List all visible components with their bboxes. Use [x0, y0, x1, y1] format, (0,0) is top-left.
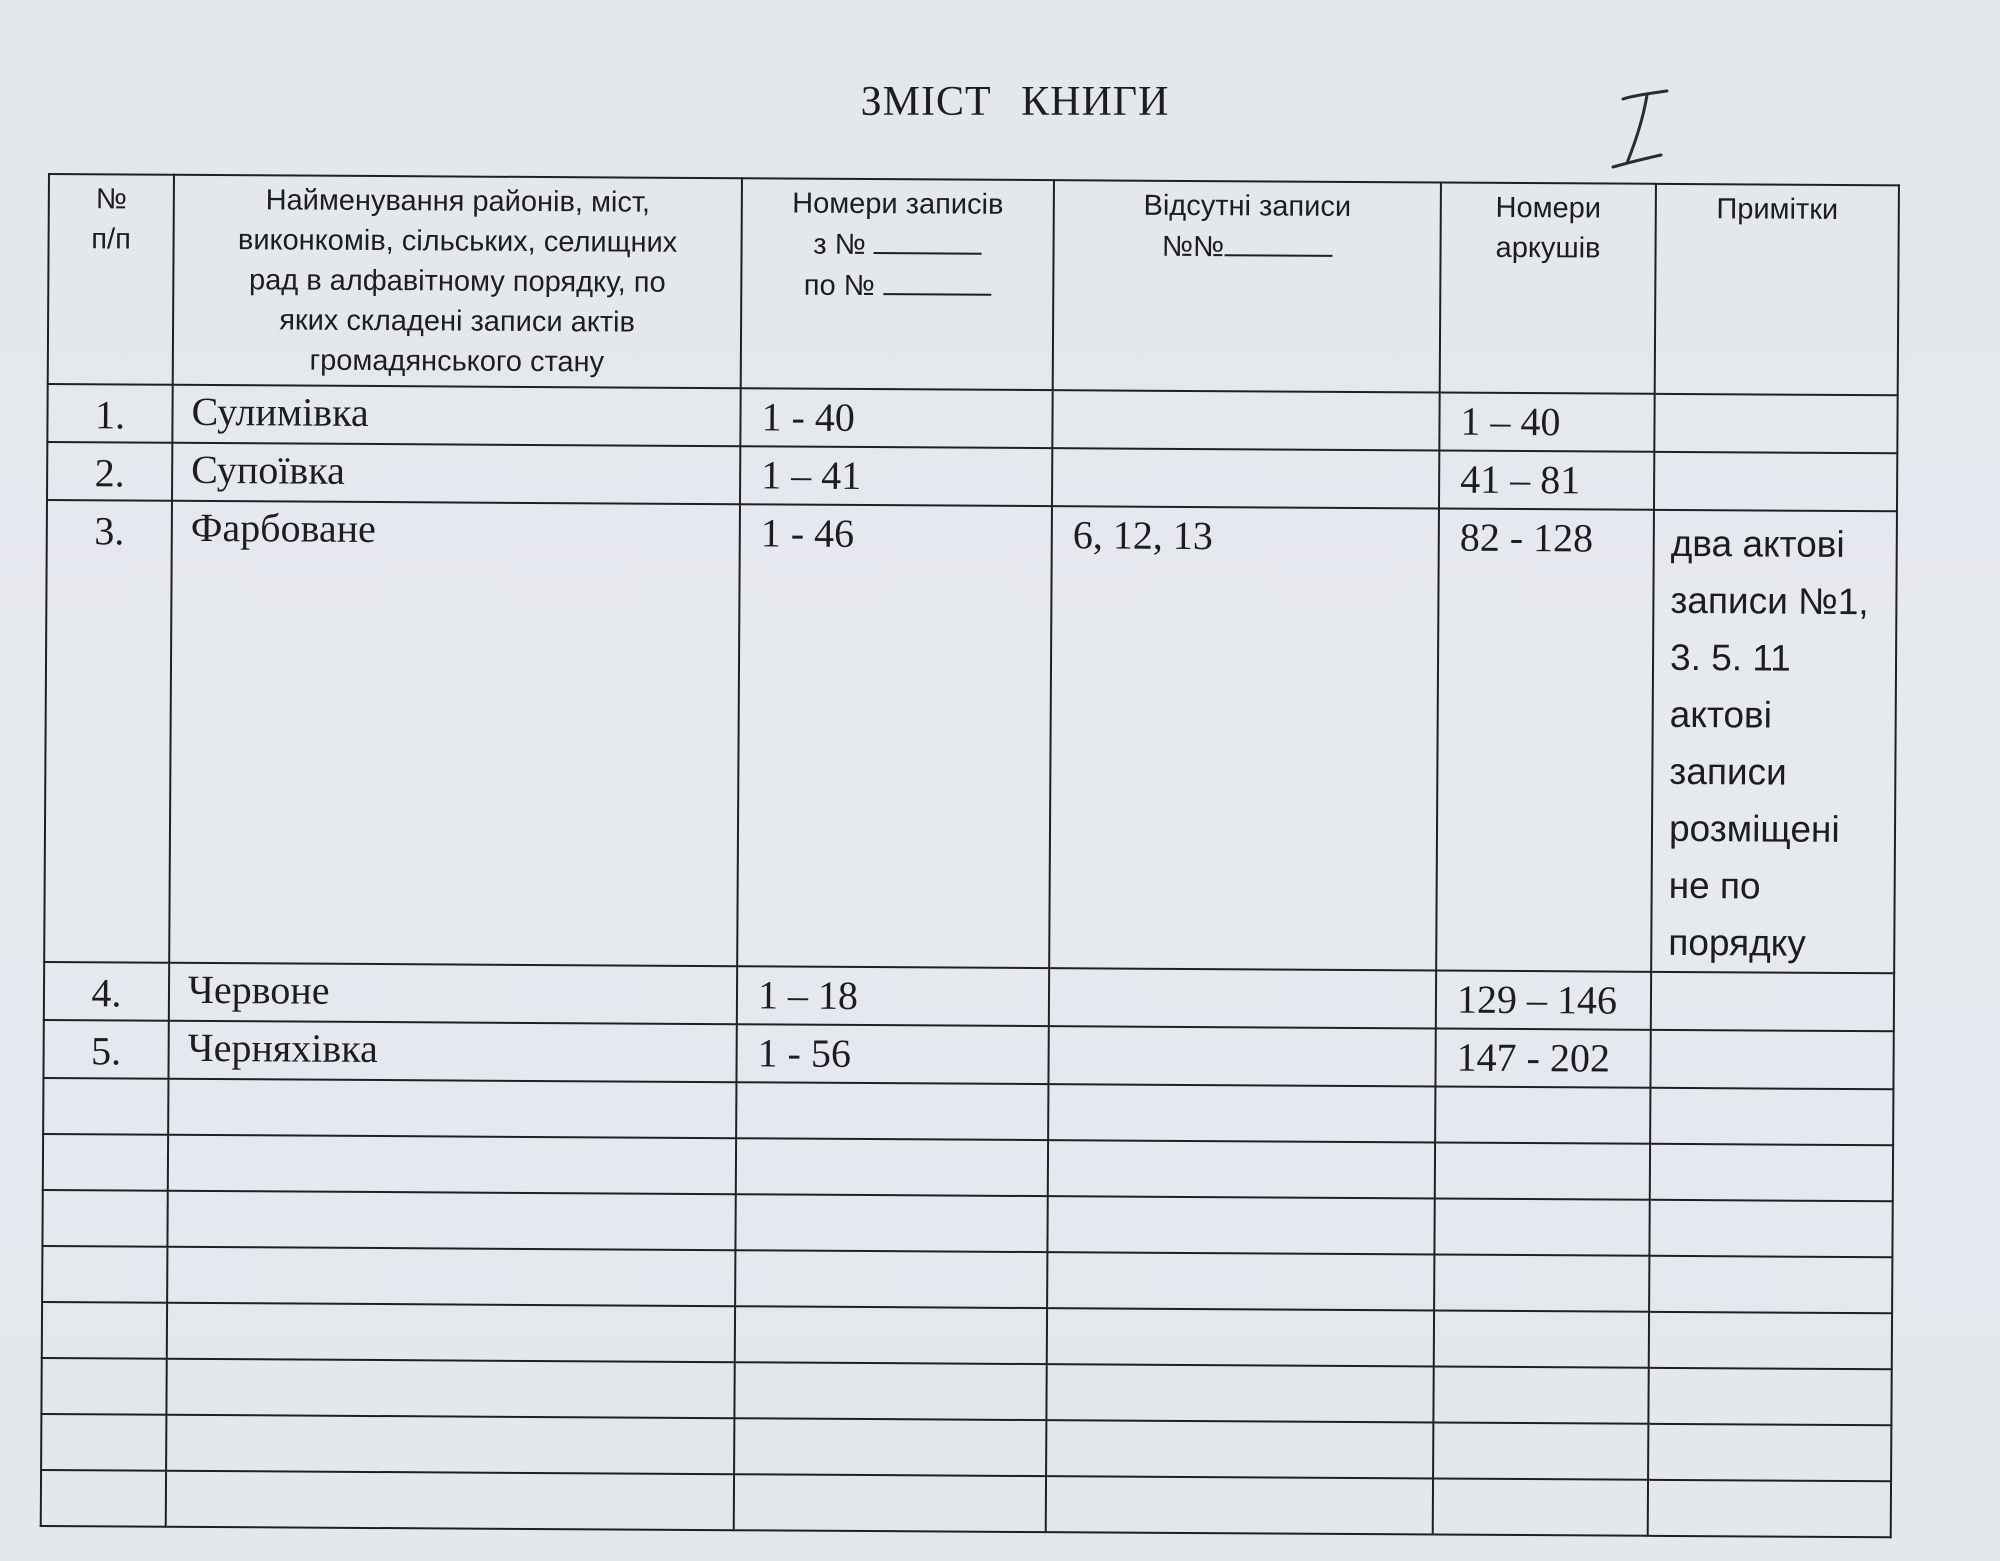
- empty-cell: [41, 1358, 166, 1415]
- empty-cell: [1649, 1312, 1892, 1369]
- empty-cell: [41, 1414, 166, 1471]
- header-records-to: [742, 264, 1052, 307]
- header-name-line2: виконкомів, сільських, селищних: [237, 224, 678, 259]
- records-to-blank: [883, 265, 991, 296]
- row-name: Червоне: [169, 963, 737, 1024]
- row-records: 1 – 18: [737, 966, 1049, 1026]
- empty-cell: [734, 1474, 1046, 1532]
- row-name: Сулимівка: [172, 385, 740, 446]
- row-notes: [1651, 972, 1894, 1031]
- header-missing-line2: [1054, 225, 1439, 268]
- header-sheets-line1: Номери: [1495, 191, 1602, 225]
- header-number: [48, 174, 174, 385]
- records-from-blank: [874, 224, 982, 255]
- empty-cell: [735, 1194, 1047, 1252]
- empty-cell: [168, 1079, 736, 1138]
- row-name: Фарбоване: [169, 501, 740, 966]
- empty-cell: [41, 1470, 166, 1527]
- row-number: 2.: [47, 442, 172, 501]
- empty-cell: [1648, 1424, 1891, 1481]
- header-records: [741, 178, 1054, 390]
- row-records: 1 - 56: [736, 1024, 1048, 1084]
- row-missing: [1052, 448, 1439, 508]
- header-name: [173, 175, 742, 388]
- empty-cell: [734, 1418, 1046, 1476]
- row-missing: 6, 12, 13: [1049, 506, 1439, 970]
- empty-cell: [1648, 1368, 1891, 1425]
- missing-blank: [1224, 226, 1332, 257]
- empty-cell: [1047, 1252, 1434, 1310]
- row-sheets: 129 – 146: [1436, 970, 1651, 1029]
- empty-cell: [1048, 1140, 1435, 1198]
- empty-cell: [1650, 1144, 1893, 1201]
- row-number: 1.: [47, 384, 172, 443]
- handwritten-volume-mark: [1605, 85, 1685, 175]
- table-row: [44, 500, 1897, 973]
- row-records: 1 - 46: [737, 504, 1052, 968]
- header-name-line3: рад в алфавітному порядку, по: [248, 264, 666, 299]
- header-number-line1: №: [95, 183, 127, 216]
- empty-cell: [42, 1302, 167, 1359]
- document-title: ЗМІСТ КНИГИ: [860, 79, 1170, 125]
- row-notes: [1654, 452, 1897, 511]
- note-line: записи №1,: [1670, 579, 1869, 623]
- empty-cell: [736, 1082, 1048, 1140]
- header-sheets-line2: аркушів: [1495, 231, 1601, 265]
- empty-cell: [1047, 1308, 1434, 1366]
- empty-cell: [1648, 1480, 1891, 1537]
- row-records: 1 - 40: [740, 388, 1052, 448]
- empty-cell: [1649, 1256, 1892, 1313]
- row-sheets: 41 – 81: [1439, 451, 1654, 510]
- empty-cell: [43, 1078, 168, 1135]
- row-notes: [1654, 394, 1897, 453]
- empty-cell: [1047, 1196, 1434, 1254]
- header-missing-label: №№: [1161, 230, 1225, 264]
- empty-cell: [1433, 1366, 1648, 1423]
- empty-cell: [1048, 1084, 1435, 1142]
- header-name-line5: громадянського стану: [309, 344, 605, 379]
- empty-cell: [735, 1250, 1047, 1308]
- empty-cell: [1046, 1420, 1433, 1478]
- empty-rows: [41, 1078, 1894, 1537]
- row-name: Черняхівка: [168, 1021, 736, 1082]
- header-missing-line1: Відсутні записи: [1143, 189, 1352, 223]
- header-name-line4: яких складені записи актів: [279, 304, 636, 339]
- header-records-from-label: з №: [813, 228, 866, 261]
- row-number: 3.: [44, 500, 172, 963]
- note-line: 3. 5. 11: [1669, 636, 1791, 679]
- empty-cell: [167, 1303, 735, 1362]
- empty-cell: [166, 1471, 734, 1530]
- contents-table: [40, 173, 1900, 1538]
- empty-cell: [735, 1306, 1047, 1364]
- row-records: 1 – 41: [740, 446, 1052, 506]
- row-number: 4.: [44, 962, 169, 1021]
- row-missing: [1048, 1026, 1435, 1086]
- row-notes: [1651, 510, 1897, 973]
- header-missing: [1053, 180, 1441, 392]
- empty-cell: [43, 1134, 168, 1191]
- empty-table-row: [41, 1470, 1891, 1537]
- empty-cell: [42, 1246, 167, 1303]
- row-sheets: 82 - 128: [1436, 509, 1654, 972]
- row-missing: [1052, 390, 1439, 450]
- empty-cell: [1434, 1254, 1649, 1311]
- row-missing: [1049, 968, 1436, 1028]
- header-records-to-label: по №: [803, 269, 875, 303]
- empty-cell: [1046, 1476, 1433, 1534]
- note-line: записи: [1669, 750, 1787, 793]
- empty-cell: [734, 1362, 1046, 1420]
- row-name: Супоївка: [172, 443, 740, 504]
- note-line: розміщені: [1668, 807, 1840, 850]
- empty-cell: [1650, 1088, 1893, 1145]
- header-records-line1: Номери записів: [792, 187, 1004, 221]
- row-notes: [1650, 1030, 1893, 1089]
- header-sheets: [1440, 183, 1656, 394]
- empty-cell: [1046, 1364, 1433, 1422]
- header-name-line1: Найменування районів, міст,: [265, 184, 651, 219]
- empty-cell: [166, 1359, 734, 1418]
- empty-cell: [167, 1247, 735, 1306]
- note-line: не по: [1668, 864, 1761, 907]
- empty-cell: [166, 1415, 734, 1474]
- empty-cell: [168, 1135, 736, 1194]
- note-line: два актові: [1670, 522, 1845, 565]
- row-sheets: 1 – 40: [1439, 393, 1654, 452]
- header-records-from: [742, 223, 1052, 266]
- empty-cell: [167, 1191, 735, 1250]
- empty-cell: [736, 1138, 1048, 1196]
- row-number: 5.: [43, 1020, 168, 1079]
- empty-cell: [1434, 1198, 1649, 1255]
- header-number-line2: п/п: [91, 223, 131, 256]
- empty-cell: [1649, 1200, 1892, 1257]
- note-line: актові: [1669, 693, 1773, 736]
- empty-cell: [1433, 1478, 1648, 1535]
- empty-cell: [1435, 1142, 1650, 1199]
- note-line: порядку: [1668, 921, 1806, 964]
- row-sheets: 147 - 202: [1435, 1028, 1650, 1087]
- empty-cell: [1434, 1310, 1649, 1367]
- table-header-row: [48, 174, 1899, 395]
- empty-cell: [1433, 1422, 1648, 1479]
- header-notes: Примітки: [1655, 184, 1899, 395]
- empty-cell: [1435, 1086, 1650, 1143]
- empty-cell: [42, 1190, 167, 1247]
